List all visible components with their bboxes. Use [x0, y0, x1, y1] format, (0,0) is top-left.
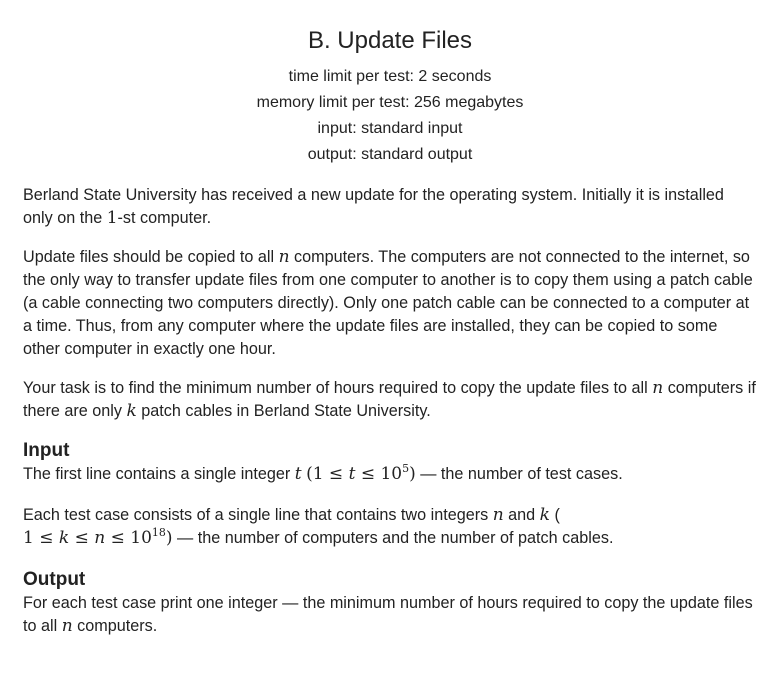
output-heading: Output [23, 569, 86, 590]
statement-paragraph-2 [23, 246, 757, 361]
math-part: ≤ 10 [355, 464, 403, 484]
time-limit: time limit per test: 2 seconds [288, 68, 492, 85]
input-text: The first line contains a single integer [23, 465, 295, 483]
math-variable: n [61, 616, 73, 636]
statement-text: computers if there are only [23, 379, 756, 420]
math-constraint [306, 464, 416, 484]
math-variable: k [126, 401, 137, 421]
statement-paragraph-1 [23, 184, 757, 230]
math-variable: t [294, 464, 302, 484]
statement-paragraph-3 [23, 377, 757, 423]
output-text: computers. [72, 617, 158, 635]
math-part: 1 ≤ [23, 528, 59, 548]
statement-text: Berland State University has received a new update for the operating system. Initially it is installed only on the [23, 186, 724, 227]
memory-limit: memory limit per test: 256 megabytes [256, 94, 524, 111]
output-file: output: standard output [307, 146, 473, 163]
statement-text: -st computer. [117, 209, 212, 227]
math-variable: k [539, 505, 550, 525]
statement-text: Your task is to find the minimum number of hours required to copy the update files to all [23, 379, 653, 397]
math-exponent: 18 [151, 526, 166, 539]
output-section [23, 568, 757, 638]
math-variable: n [652, 378, 664, 398]
input-file: input: standard input [317, 120, 463, 137]
math-variable: n [94, 528, 106, 548]
statement-text: Update files should be copied to all [23, 248, 279, 266]
math-part: ) [409, 464, 416, 484]
math-part: ≤ 10 [105, 528, 152, 548]
input-text: Each test case consists of a single line that contains two integers [23, 506, 493, 524]
math-variable: n [278, 247, 290, 267]
statement-text: patch cables in Berland State University. [136, 402, 431, 420]
input-heading: Input [23, 440, 70, 461]
math-part: ≤ [69, 528, 95, 548]
input-paragraph-1 [23, 463, 757, 486]
input-text: — the number of test cases. [415, 465, 623, 483]
math-exponent: 5 [402, 462, 410, 475]
math-number: 1 [106, 208, 118, 228]
problem-header [0, 0, 780, 168]
math-variable: t [348, 464, 356, 484]
output-paragraph-1 [23, 592, 757, 638]
math-part: ) [165, 528, 173, 548]
input-section [23, 439, 757, 550]
input-text: — the number of computers and the number of patch cables. [172, 529, 614, 547]
math-variable: k [58, 528, 70, 548]
problem-title: B. Update Files [307, 27, 473, 54]
statement-text: computers. The computers are not connected to the internet, so the only way to transfer update files from one computer to another is to copy them using a patch cable (a cable connecting two computers directly). Only one patch cable can be connected to a computer at a time. Thus, from any computer where the update files are installed, they can be copied to some other computer in exactly one hour. [23, 248, 753, 358]
input-paragraph-2 [23, 504, 757, 550]
output-text: For each test case print one integer — the minimum number of hours required to copy the update files to all [23, 594, 753, 635]
problem-statement [0, 184, 780, 638]
input-text: and [503, 506, 540, 524]
math-variable: n [492, 505, 504, 525]
input-text: ( [549, 506, 560, 524]
math-part: (1 ≤ [306, 464, 349, 484]
math-constraint [23, 528, 173, 548]
